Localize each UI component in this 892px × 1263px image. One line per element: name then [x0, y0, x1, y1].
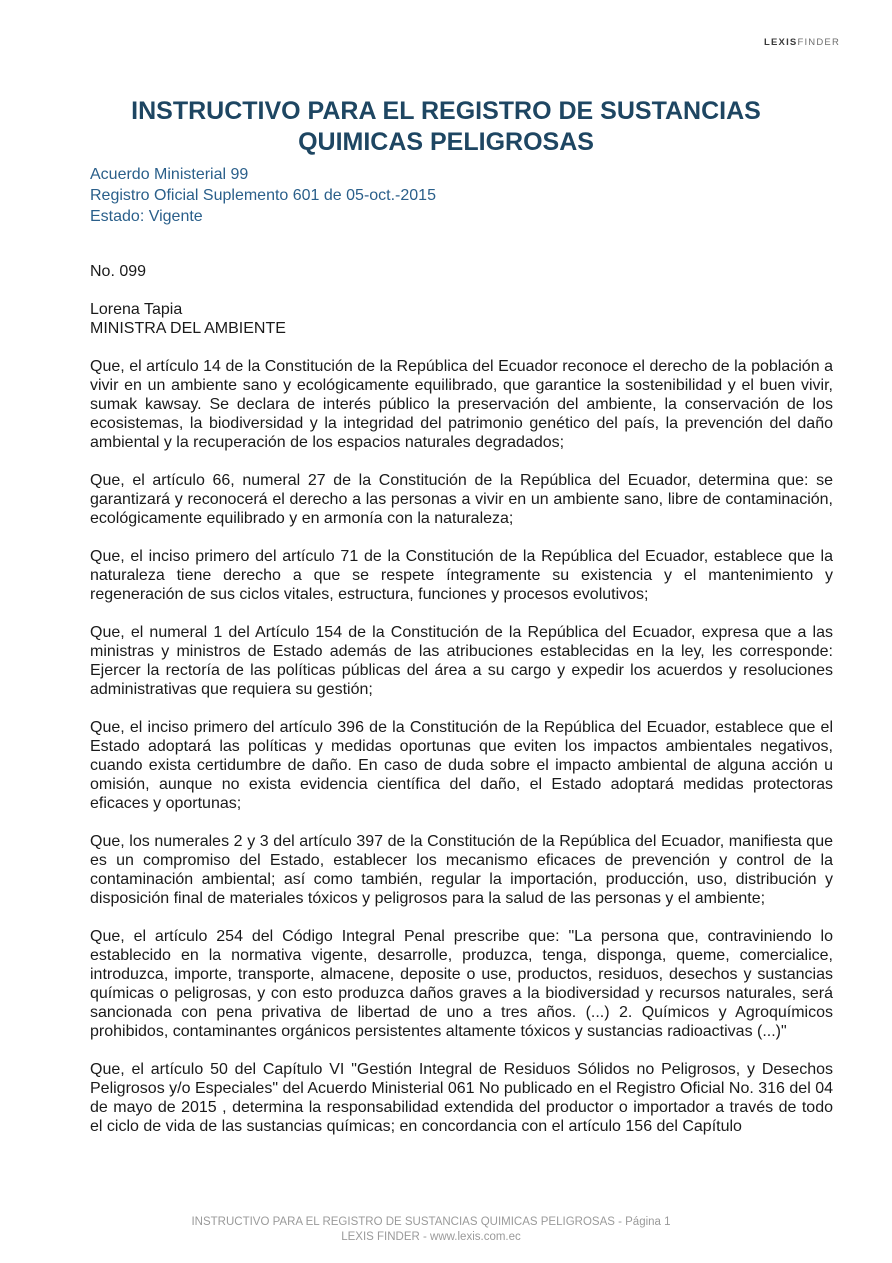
document-title-line-1: INSTRUCTIVO PARA EL REGISTRO DE SUSTANCIAS — [131, 97, 761, 125]
signatory-block — [90, 300, 833, 338]
paragraph: Que, el numeral 1 del Artículo 154 de la Constitución de la República del Ecuador, expresa que a las ministras y ministros de Estado además de las atribuciones establecidas en la ley, les corresponde: Ejercer la rectoría de las políticas públicas del área a su cargo y expedir los acuerdos y resoluciones administrativas que requiera su gestión; — [90, 624, 833, 698]
brand-logo-bold: LEXIS — [764, 37, 798, 48]
document-body — [90, 262, 833, 1155]
document-status: Estado: Vigente — [90, 208, 203, 225]
paragraph: Que, el artículo 14 de la Constitución de la República del Ecuador reconoce el derecho de la población a vivir en un ambiente sano y ecológicamente equilibrado, que garantice la sostenibilidad y el buen vivir, sumak kawsay. Se declara de interés público la preservación del ambiente, la conservación de los ecosistemas, la biodiversidad y la integridad del patrimonio genético del país, la prevención del daño ambiental y la recuperación de los espacios naturales degradados; — [90, 358, 833, 451]
official-registry: Registro Oficial Suplemento 601 de 05-oct.-2015 — [90, 187, 436, 204]
paragraph: Que, el inciso primero del artículo 71 de la Constitución de la República del Ecuador, establece que la naturaleza tiene derecho a que se respete íntegramente su existencia y el mantenimiento y regeneración de sus ciclos vitales, estructura, funciones y procesos evolutivos; — [90, 548, 833, 603]
paragraph: Que, el inciso primero del artículo 396 de la Constitución de la República del Ecuador, establece que el Estado adoptará las políticas y medidas oportunas que eviten los impactos ambientales negativos, cuando exista certidumbre de daño. En caso de duda sobre el impacto ambiental de alguna acción u omisión, aunque no exista evidencia científica del daño, el Estado adoptará medidas protectoras eficaces y oportunas; — [90, 719, 833, 812]
document-metadata — [90, 164, 436, 227]
brand-logo — [764, 37, 840, 48]
signatory-name: Lorena Tapia — [90, 301, 183, 318]
document-number: No. 099 — [90, 263, 147, 280]
signatory-title: MINISTRA DEL AMBIENTE — [90, 320, 286, 337]
footer-page-info: INSTRUCTIVO PARA EL REGISTRO DE SUSTANCIAS QUIMICAS PELIGROSAS - Página 1 — [191, 1216, 671, 1228]
page-footer — [0, 1215, 862, 1245]
paragraph: Que, el artículo 66, numeral 27 de la Constitución de la República del Ecuador, determina que: se garantizará y reconocerá el derecho a las personas a vivir en un ambiente sano, libre de contaminación, ecológicamente equilibrado y en armonía con la naturaleza; — [90, 472, 833, 527]
brand-logo-light: FINDER — [797, 37, 841, 48]
agreement-number: Acuerdo Ministerial 99 — [90, 166, 249, 183]
document-title-line-2: QUIMICAS PELIGROSAS — [298, 128, 594, 156]
paragraph: Que, el artículo 254 del Código Integral Penal prescribe que: "La persona que, contraviniendo lo establecido en la normativa vigente, desarrolle, produzca, tenga, disponga, queme, comercialice, introduzca, importe, transporte, almacene, deposite o use, productos, residuos, desechos y sustancias químicas o peligrosas, y con esto produzca daños graves a la biodiversidad y recursos naturales, será sancionada con pena privativa de libertad de uno a tres años. (...) 2. Químicos y Agroquímicos prohibidos, contaminantes orgánicos persistentes altamente tóxicos y sustancias radioactivas (...)" — [90, 928, 833, 1040]
paragraph: Que, los numerales 2 y 3 del artículo 397 de la Constitución de la República del Ecuador, manifiesta que es un compromiso del Estado, establecer los mecanismo eficaces de prevención y control de la contaminación ambiental; así como también, regular la importación, producción, uso, distribución y disposición final de materiales tóxicos y peligrosos para la salud de las personas y el ambiente; — [90, 833, 833, 907]
paragraph: Que, el artículo 50 del Capítulo VI "Gestión Integral de Residuos Sólidos no Peligrosos, y Desechos Peligrosos y/o Especiales" del Acuerdo Ministerial 061 No publicado en el Registro Oficial No. 316 del 04 de mayo de 2015 , determina la responsabilidad extendida del productor o importador a través de todo el ciclo de vida de las sustancias químicas; en concordancia con el artículo 156 del Capítulo — [90, 1061, 833, 1135]
footer-site-link: LEXIS FINDER - www.lexis.com.ec — [341, 1231, 521, 1243]
document-title — [60, 96, 832, 158]
